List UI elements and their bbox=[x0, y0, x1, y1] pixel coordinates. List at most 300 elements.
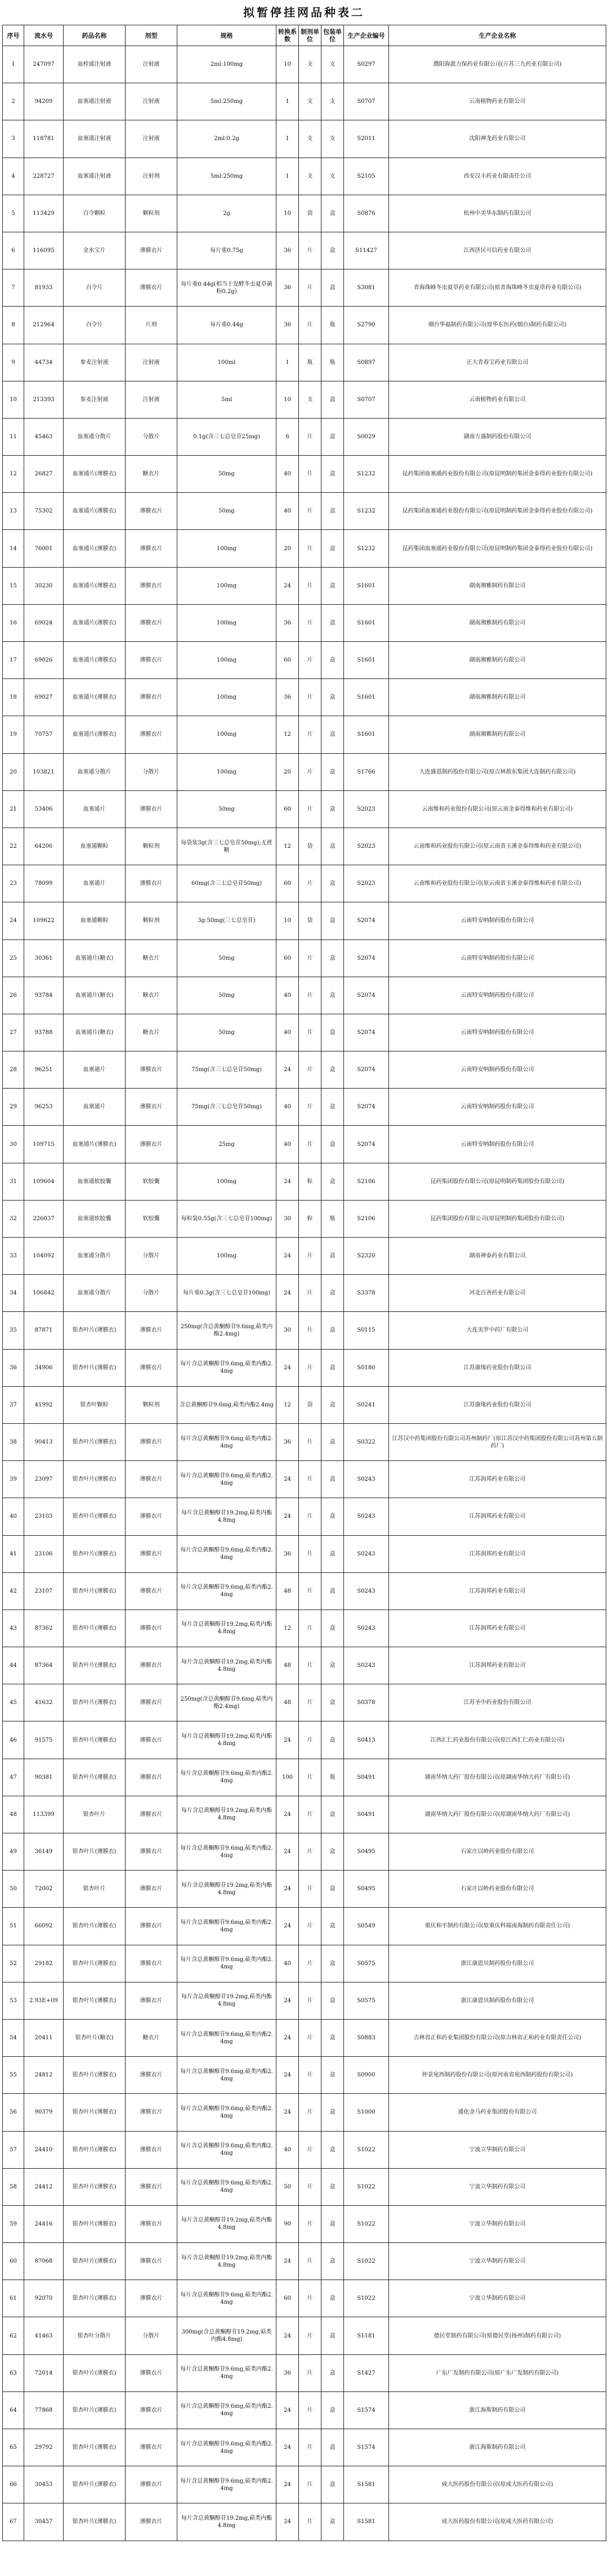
drug-name-cell: 银杏叶片(薄膜衣) bbox=[64, 1684, 126, 1721]
manufacturer-code-cell: S0883 bbox=[344, 2019, 389, 2056]
serial-number-cell: 87364 bbox=[24, 1647, 64, 1684]
conversion-factor-cell: 40 bbox=[276, 2131, 299, 2168]
dosage-form-cell: 颗粒剂 bbox=[126, 828, 177, 865]
drug-name-cell: 血塞通片 bbox=[64, 790, 126, 828]
conversion-factor-cell: 24 bbox=[276, 1721, 299, 1759]
table-row bbox=[3, 158, 606, 195]
conversion-factor-cell: 6 bbox=[276, 418, 299, 455]
dosage-form-cell: 薄膜衣片 bbox=[126, 2503, 177, 2541]
specification-cell: 5ml:250mg bbox=[177, 83, 276, 120]
manufacturer-name-cell: 云南特安呐制药股份有限公司 bbox=[389, 1089, 606, 1126]
drug-name-cell: 血塞通颗粒 bbox=[64, 828, 126, 865]
manufacturer-name-cell: 云南特安呐制药股份有限公司 bbox=[389, 1014, 606, 1051]
manufacturer-name-cell: 湖南湘雅制药有限公司 bbox=[389, 716, 606, 753]
drug-name-cell: 银杏叶片(薄膜衣) bbox=[64, 2131, 126, 2168]
dose-unit-cell: 片 bbox=[299, 1051, 321, 1089]
serial-number-cell: 64206 bbox=[24, 828, 64, 865]
specification-cell: 每片含总黄酮醇苷9.6mg,萜类内酯2.4mg bbox=[177, 2019, 276, 2056]
manufacturer-name-cell: 云南特安呐制药股份有限公司 bbox=[389, 939, 606, 977]
dosage-form-cell: 薄膜衣片 bbox=[126, 1423, 177, 1460]
specification-cell: 100mg bbox=[177, 604, 276, 641]
table-row bbox=[3, 1238, 606, 1275]
conversion-factor-cell: 24 bbox=[276, 1349, 299, 1386]
specification-cell: 每粒装0.55g(含三七总皂苷100mg) bbox=[177, 1200, 276, 1237]
drug-name-cell: 银杏叶片(薄膜衣) bbox=[64, 1461, 126, 1498]
conversion-factor-cell: 48 bbox=[276, 1572, 299, 1610]
dose-unit-cell: 粒 bbox=[299, 1200, 321, 1237]
manufacturer-code-cell: S1427 bbox=[344, 2354, 389, 2391]
dose-unit-cell: 片 bbox=[299, 2317, 321, 2354]
serial-number-cell: 20411 bbox=[24, 2019, 64, 2056]
dose-unit-cell: 支 bbox=[299, 120, 321, 158]
manufacturer-code-cell: S0549 bbox=[344, 1908, 389, 1945]
drug-name-cell: 银杏叶片(薄膜衣) bbox=[64, 1721, 126, 1759]
manufacturer-code-cell: S1581 bbox=[344, 2466, 389, 2503]
manufacturer-code-cell: S2074 bbox=[344, 902, 389, 939]
table-row bbox=[3, 1126, 606, 1163]
table-row bbox=[3, 1089, 606, 1126]
package-unit-cell: 盒 bbox=[321, 1423, 344, 1460]
row-index-cell: 29 bbox=[3, 1089, 24, 1126]
manufacturer-code-cell: S0243 bbox=[344, 1498, 389, 1535]
manufacturer-name-cell: 昆药集团血塞通药业股份有限公司(原昆明制药集团金泰得药业股份有限公司) bbox=[389, 530, 606, 567]
row-index-cell: 12 bbox=[3, 456, 24, 493]
dose-unit-cell: 片 bbox=[299, 2205, 321, 2242]
serial-number-cell: 226037 bbox=[24, 1200, 64, 1237]
serial-number-cell: 78099 bbox=[24, 865, 64, 902]
dosage-form-cell: 薄膜衣片 bbox=[126, 2354, 177, 2391]
manufacturer-name-cell: 湖南神泰药业有限公司 bbox=[389, 1238, 606, 1275]
serial-number-cell: 30457 bbox=[24, 2503, 64, 2541]
drug-name-cell: 血塞通片(薄膜衣) bbox=[64, 1126, 126, 1163]
row-index-cell: 63 bbox=[3, 2354, 24, 2391]
conversion-factor-cell: 24 bbox=[276, 1833, 299, 1871]
conversion-factor-cell: 1 bbox=[276, 158, 299, 195]
package-unit-cell: 盒 bbox=[321, 493, 344, 530]
dose-unit-cell: 片 bbox=[299, 1833, 321, 1871]
row-index-cell: 4 bbox=[3, 158, 24, 195]
package-unit-cell: 瓶 bbox=[321, 1759, 344, 1796]
manufacturer-name-cell: 宁波立华制药有限公司 bbox=[389, 2131, 606, 2168]
serial-number-cell: 90381 bbox=[24, 1759, 64, 1796]
table-row bbox=[3, 2466, 606, 2503]
header-cell: 生产企业名称 bbox=[389, 25, 606, 46]
dosage-form-cell: 薄膜衣片 bbox=[126, 530, 177, 567]
specification-cell: 25mg bbox=[177, 1126, 276, 1163]
table-row bbox=[3, 46, 606, 83]
row-index-cell: 27 bbox=[3, 1014, 24, 1051]
table-row bbox=[3, 381, 606, 418]
conversion-factor-cell: 12 bbox=[276, 828, 299, 865]
serial-number-cell: 23106 bbox=[24, 1535, 64, 1572]
dosage-form-cell: 薄膜衣片 bbox=[126, 2466, 177, 2503]
specification-cell: 100mg bbox=[177, 1163, 276, 1200]
manufacturer-name-cell: 云南植物药业有限公司 bbox=[389, 381, 606, 418]
package-unit-cell: 盒 bbox=[321, 1014, 344, 1051]
table-row bbox=[3, 2205, 606, 2242]
conversion-factor-cell: 36 bbox=[276, 679, 299, 716]
package-unit-cell: 盒 bbox=[321, 1610, 344, 1647]
row-index-cell: 46 bbox=[3, 1721, 24, 1759]
conversion-factor-cell: 40 bbox=[276, 493, 299, 530]
conversion-factor-cell: 36 bbox=[276, 1423, 299, 1460]
table-row bbox=[3, 120, 606, 158]
conversion-factor-cell: 24 bbox=[276, 2429, 299, 2466]
dose-unit-cell: 瓶 bbox=[299, 344, 321, 381]
row-index-cell: 37 bbox=[3, 1386, 24, 1423]
dosage-form-cell: 薄膜衣片 bbox=[126, 2131, 177, 2168]
dosage-form-cell: 薄膜衣片 bbox=[126, 790, 177, 828]
dosage-form-cell: 薄膜衣片 bbox=[126, 1498, 177, 1535]
table-row bbox=[3, 2168, 606, 2205]
conversion-factor-cell: 24 bbox=[276, 1498, 299, 1535]
package-unit-cell: 支 bbox=[321, 158, 344, 195]
drug-name-cell: 血塞通片 bbox=[64, 865, 126, 902]
dose-unit-cell: 片 bbox=[299, 1982, 321, 2019]
drug-name-cell: 银杏叶片(薄膜衣) bbox=[64, 2205, 126, 2242]
serial-number-cell: 23103 bbox=[24, 1498, 64, 1535]
manufacturer-code-cell: S2011 bbox=[344, 120, 389, 158]
dose-unit-cell: 片 bbox=[299, 1945, 321, 1982]
conversion-factor-cell: 24 bbox=[276, 567, 299, 604]
dose-unit-cell: 袋 bbox=[299, 195, 321, 232]
conversion-factor-cell: 24 bbox=[276, 2019, 299, 2056]
specification-cell: 60mg(含三七总皂苷50mg) bbox=[177, 865, 276, 902]
serial-number-cell: 90413 bbox=[24, 1423, 64, 1460]
dosage-form-cell: 薄膜衣片 bbox=[126, 1312, 177, 1349]
package-unit-cell: 盒 bbox=[321, 530, 344, 567]
manufacturer-code-cell: S2074 bbox=[344, 1014, 389, 1051]
dose-unit-cell: 片 bbox=[299, 1126, 321, 1163]
row-index-cell: 3 bbox=[3, 120, 24, 158]
dosage-form-cell: 薄膜衣片 bbox=[126, 1908, 177, 1945]
manufacturer-code-cell: S0491 bbox=[344, 1759, 389, 1796]
dose-unit-cell: 片 bbox=[299, 1312, 321, 1349]
drug-name-cell: 血塞通片 bbox=[64, 1051, 126, 1089]
dose-unit-cell: 片 bbox=[299, 307, 321, 344]
specification-cell: 100mg bbox=[177, 1238, 276, 1275]
drug-name-cell: 参麦注射液 bbox=[64, 344, 126, 381]
conversion-factor-cell: 60 bbox=[276, 642, 299, 679]
row-index-cell: 61 bbox=[3, 2280, 24, 2317]
dosage-form-cell: 薄膜衣片 bbox=[126, 1089, 177, 1126]
dose-unit-cell: 片 bbox=[299, 567, 321, 604]
drug-name-cell: 银杏叶分散片 bbox=[64, 2317, 126, 2354]
drug-name-cell: 银杏叶片 bbox=[64, 1871, 126, 1908]
row-index-cell: 55 bbox=[3, 2057, 24, 2094]
package-unit-cell: 盒 bbox=[321, 1833, 344, 1871]
serial-number-cell: 69026 bbox=[24, 642, 64, 679]
dosage-form-cell: 颗粒剂 bbox=[126, 902, 177, 939]
row-index-cell: 10 bbox=[3, 381, 24, 418]
conversion-factor-cell: 60 bbox=[276, 2280, 299, 2317]
conversion-factor-cell: 1 bbox=[276, 344, 299, 381]
serial-number-cell: 45463 bbox=[24, 418, 64, 455]
dose-unit-cell: 片 bbox=[299, 1498, 321, 1535]
specification-cell: 每片含总黄酮醇苷9.6mg,萜类内酯2.4mg bbox=[177, 1423, 276, 1460]
conversion-factor-cell: 1 bbox=[276, 120, 299, 158]
table-row bbox=[3, 2391, 606, 2429]
manufacturer-code-cell: S0491 bbox=[344, 1796, 389, 1833]
table-row bbox=[3, 2094, 606, 2131]
serial-number-cell: 29182 bbox=[24, 1945, 64, 1982]
dosage-form-cell: 分散片 bbox=[126, 1275, 177, 1312]
conversion-factor-cell: 40 bbox=[276, 1945, 299, 1982]
specification-cell: 每片含总黄酮醇苷9.6mg,萜类内酯2.4mg bbox=[177, 2429, 276, 2466]
header-cell: 序号 bbox=[3, 25, 24, 46]
package-unit-cell: 盒 bbox=[321, 269, 344, 307]
serial-number-cell: 72002 bbox=[24, 1871, 64, 1908]
serial-number-cell: 77868 bbox=[24, 2391, 64, 2429]
conversion-factor-cell: 60 bbox=[276, 939, 299, 977]
drug-name-cell: 血塞通片(糖衣) bbox=[64, 977, 126, 1014]
dose-unit-cell: 片 bbox=[299, 493, 321, 530]
manufacturer-name-cell: 江西济民可信药业有限公司 bbox=[389, 232, 606, 269]
drug-name-cell: 百令片 bbox=[64, 307, 126, 344]
conversion-factor-cell: 12 bbox=[276, 1386, 299, 1423]
manufacturer-code-cell: S0900 bbox=[344, 2057, 389, 2094]
specification-cell: 0.1g(含三七总皂苷25mg) bbox=[177, 418, 276, 455]
conversion-factor-cell: 24 bbox=[276, 1461, 299, 1498]
row-index-cell: 66 bbox=[3, 2466, 24, 2503]
package-unit-cell: 盒 bbox=[321, 977, 344, 1014]
drug-name-cell: 银杏叶片(薄膜衣) bbox=[64, 1572, 126, 1610]
dosage-form-cell: 颗粒剂 bbox=[126, 1386, 177, 1423]
table-row bbox=[3, 2503, 606, 2541]
dose-unit-cell: 片 bbox=[299, 1349, 321, 1386]
specification-cell: 100mg bbox=[177, 530, 276, 567]
dosage-form-cell: 薄膜衣片 bbox=[126, 2057, 177, 2094]
row-index-cell: 17 bbox=[3, 642, 24, 679]
dose-unit-cell: 支 bbox=[299, 158, 321, 195]
manufacturer-code-cell: S1022 bbox=[344, 2280, 389, 2317]
drug-name-cell: 银杏叶片(薄膜衣) bbox=[64, 1945, 126, 1982]
table-row bbox=[3, 418, 606, 455]
table-row bbox=[3, 456, 606, 493]
manufacturer-name-cell: 石家庄以岭药业股份有限公司 bbox=[389, 1871, 606, 1908]
manufacturer-name-cell: 仲景宛西制药股份有限公司(原河南省宛西制药股份有限公司) bbox=[389, 2057, 606, 2094]
manufacturer-code-cell: S1022 bbox=[344, 2168, 389, 2205]
manufacturer-code-cell: S1022 bbox=[344, 2205, 389, 2242]
row-index-cell: 13 bbox=[3, 493, 24, 530]
package-unit-cell: 盒 bbox=[321, 195, 344, 232]
specification-cell: 每片含总黄酮醇苷9.6mg,萜类内酯2.4mg bbox=[177, 1535, 276, 1572]
conversion-factor-cell: 36 bbox=[276, 604, 299, 641]
dose-unit-cell: 片 bbox=[299, 1535, 321, 1572]
dose-unit-cell: 片 bbox=[299, 2503, 321, 2541]
manufacturer-name-cell: 昆药集团血塞通药业股份有限公司(原昆明制药集团金泰得药业股份有限公司) bbox=[389, 493, 606, 530]
specification-cell: 每片重0.44g bbox=[177, 307, 276, 344]
manufacturer-name-cell: 浙江康恩贝制药股份有限公司 bbox=[389, 1982, 606, 2019]
specification-cell: 50mg bbox=[177, 939, 276, 977]
row-index-cell: 18 bbox=[3, 679, 24, 716]
package-unit-cell: 盒 bbox=[321, 1089, 344, 1126]
package-unit-cell: 盒 bbox=[321, 456, 344, 493]
dose-unit-cell: 片 bbox=[299, 2168, 321, 2205]
manufacturer-name-cell: 昆药集团血塞通药业股份有限公司(原昆明制药集团金泰得药业股份有限公司) bbox=[389, 456, 606, 493]
serial-number-cell: 109715 bbox=[24, 1126, 64, 1163]
row-index-cell: 32 bbox=[3, 1200, 24, 1237]
row-index-cell: 8 bbox=[3, 307, 24, 344]
dose-unit-cell: 片 bbox=[299, 1572, 321, 1610]
row-index-cell: 19 bbox=[3, 716, 24, 753]
manufacturer-name-cell: 河北百善药业有限公司 bbox=[389, 1275, 606, 1312]
manufacturer-name-cell: 云南维和药业股份有限公司(原云南省玉溪金泰得维和药业有限公司) bbox=[389, 865, 606, 902]
table-row bbox=[3, 642, 606, 679]
drug-name-cell: 血塞通片(薄膜衣) bbox=[64, 456, 126, 493]
manufacturer-code-cell: S3081 bbox=[344, 269, 389, 307]
specification-cell: 每片含总黄酮醇苷19.2mg,萜类内酯4.8mg bbox=[177, 1610, 276, 1647]
specification-cell: 每片含总黄酮醇苷19.2mg,萜类内酯4.8mg bbox=[177, 1871, 276, 1908]
serial-number-cell: 75302 bbox=[24, 493, 64, 530]
serial-number-cell: 24416 bbox=[24, 2205, 64, 2242]
dose-unit-cell: 片 bbox=[299, 865, 321, 902]
specification-cell: 100mg bbox=[177, 716, 276, 753]
drug-name-cell: 银杏叶片(薄膜衣) bbox=[64, 2466, 126, 2503]
dose-unit-cell: 片 bbox=[299, 269, 321, 307]
table-row bbox=[3, 1684, 606, 1721]
specification-cell: 每片含总黄酮醇苷9.6mg,萜类内酯2.4mg bbox=[177, 2391, 276, 2429]
dosage-form-cell: 薄膜衣片 bbox=[126, 1647, 177, 1684]
specification-cell: 2g bbox=[177, 195, 276, 232]
row-index-cell: 38 bbox=[3, 1423, 24, 1460]
manufacturer-code-cell: S2106 bbox=[344, 1200, 389, 1237]
manufacturer-name-cell: 云南植物药业有限公司 bbox=[389, 83, 606, 120]
manufacturer-name-cell: 西安汉丰药业有限责任公司 bbox=[389, 158, 606, 195]
conversion-factor-cell: 30 bbox=[276, 1312, 299, 1349]
package-unit-cell: 盒 bbox=[321, 1275, 344, 1312]
package-unit-cell: 盒 bbox=[321, 1721, 344, 1759]
serial-number-cell: 41463 bbox=[24, 2317, 64, 2354]
serial-number-cell: 87362 bbox=[24, 1610, 64, 1647]
conversion-factor-cell: 40 bbox=[276, 977, 299, 1014]
manufacturer-code-cell: S2023 bbox=[344, 865, 389, 902]
dosage-form-cell: 糖衣片 bbox=[126, 939, 177, 977]
serial-number-cell: 228727 bbox=[24, 158, 64, 195]
manufacturer-name-cell: 江苏润邦药业有限公司 bbox=[389, 1461, 606, 1498]
serial-number-cell: 30230 bbox=[24, 567, 64, 604]
specification-cell: 50mg bbox=[177, 456, 276, 493]
dose-unit-cell: 片 bbox=[299, 2019, 321, 2056]
dose-unit-cell: 片 bbox=[299, 1014, 321, 1051]
package-unit-cell: 盒 bbox=[321, 642, 344, 679]
manufacturer-code-cell: S1601 bbox=[344, 716, 389, 753]
manufacturer-code-cell: S0297 bbox=[344, 46, 389, 83]
table-row bbox=[3, 83, 606, 120]
specification-cell: 含总黄酮醇苷9.6mg,萜类内酯2.4mg bbox=[177, 1386, 276, 1423]
row-index-cell: 47 bbox=[3, 1759, 24, 1796]
manufacturer-code-cell: S1574 bbox=[344, 2429, 389, 2466]
dose-unit-cell: 片 bbox=[299, 1647, 321, 1684]
conversion-factor-cell: 36 bbox=[276, 269, 299, 307]
specification-cell: 每片含总黄酮醇苷9.6mg,萜类内酯2.4mg bbox=[177, 1908, 276, 1945]
serial-number-cell: 91575 bbox=[24, 1721, 64, 1759]
manufacturer-name-cell: 宁波立华制药有限公司 bbox=[389, 2168, 606, 2205]
manufacturer-code-cell: S0241 bbox=[344, 1386, 389, 1423]
manufacturer-code-cell: S0029 bbox=[344, 418, 389, 455]
specification-cell: 每片含总黄酮醇苷19.2mg,萜类内酯4.8mg bbox=[177, 1498, 276, 1535]
serial-number-cell: 30361 bbox=[24, 939, 64, 977]
table-row bbox=[3, 1163, 606, 1200]
package-unit-cell: 盒 bbox=[321, 1461, 344, 1498]
specification-cell: 250mg(含总黄酮醇苷9.6mg,萜类内酯2.4mg) bbox=[177, 1684, 276, 1721]
manufacturer-code-cell: S0243 bbox=[344, 1461, 389, 1498]
specification-cell: 每片含总黄酮醇苷9.6mg,萜类内酯2.4mg bbox=[177, 2094, 276, 2131]
serial-number-cell: 87068 bbox=[24, 2243, 64, 2280]
dosage-form-cell: 糖衣片 bbox=[126, 1014, 177, 1051]
conversion-factor-cell: 20 bbox=[276, 753, 299, 790]
dose-unit-cell: 支 bbox=[299, 46, 321, 83]
specification-cell: 每片含总黄酮醇苷9.6mg,萜类内酯2.4mg bbox=[177, 2131, 276, 2168]
conversion-factor-cell: 40 bbox=[276, 1126, 299, 1163]
drug-name-cell: 银杏叶片(薄膜衣) bbox=[64, 2094, 126, 2131]
table-row bbox=[3, 865, 606, 902]
header-cell: 剂型 bbox=[126, 25, 177, 46]
row-index-cell: 25 bbox=[3, 939, 24, 977]
specification-cell: 每片含总黄酮醇苷9.6mg,萜类内酯2.4mg bbox=[177, 2354, 276, 2391]
dosage-form-cell: 片剂 bbox=[126, 307, 177, 344]
serial-number-cell: 96251 bbox=[24, 1051, 64, 1089]
dose-unit-cell: 支 bbox=[299, 83, 321, 120]
dose-unit-cell: 粒 bbox=[299, 1163, 321, 1200]
specification-cell: 300mg(含总黄酮醇苷19.2mg,萜类内酯4.8mg) bbox=[177, 2317, 276, 2354]
table-row bbox=[3, 2057, 606, 2094]
serial-number-cell: 94209 bbox=[24, 83, 64, 120]
row-index-cell: 62 bbox=[3, 2317, 24, 2354]
package-unit-cell: 盒 bbox=[321, 902, 344, 939]
package-unit-cell: 盒 bbox=[321, 2131, 344, 2168]
manufacturer-name-cell: 浙江康恩贝制药股份有限公司 bbox=[389, 1945, 606, 1982]
conversion-factor-cell: 48 bbox=[276, 1684, 299, 1721]
package-unit-cell: 盒 bbox=[321, 1572, 344, 1610]
dosage-form-cell: 注射液 bbox=[126, 46, 177, 83]
row-index-cell: 41 bbox=[3, 1535, 24, 1572]
dosage-form-cell: 薄膜衣片 bbox=[126, 1684, 177, 1721]
manufacturer-code-cell: S2023 bbox=[344, 828, 389, 865]
serial-number-cell: 29792 bbox=[24, 2429, 64, 2466]
table-row bbox=[3, 1982, 606, 2019]
manufacturer-code-cell: S0575 bbox=[344, 1982, 389, 2019]
manufacturer-code-cell: S0243 bbox=[344, 1572, 389, 1610]
specification-cell: 每片含总黄酮醇苷19.2mg,萜类内酯4.8mg bbox=[177, 2243, 276, 2280]
specification-cell: 每片含总黄酮醇苷9.6mg,萜类内酯2.4mg bbox=[177, 1833, 276, 1871]
dosage-form-cell: 薄膜衣片 bbox=[126, 2205, 177, 2242]
dosage-form-cell: 软胶囊 bbox=[126, 1200, 177, 1237]
manufacturer-name-cell: 湖南湘雅制药有限公司 bbox=[389, 604, 606, 641]
conversion-factor-cell: 10 bbox=[276, 902, 299, 939]
drug-name-cell: 银杏叶片(薄膜衣) bbox=[64, 1535, 126, 1572]
dosage-form-cell: 薄膜衣片 bbox=[126, 1721, 177, 1759]
manufacturer-code-cell: S0575 bbox=[344, 1945, 389, 1982]
package-unit-cell: 盒 bbox=[321, 2094, 344, 2131]
drug-name-cell: 银杏叶片(薄膜衣) bbox=[64, 2391, 126, 2429]
row-index-cell: 67 bbox=[3, 2503, 24, 2541]
table-row bbox=[3, 2131, 606, 2168]
row-index-cell: 53 bbox=[3, 1982, 24, 2019]
dosage-form-cell: 分散片 bbox=[126, 2317, 177, 2354]
specification-cell: 每片含总黄酮醇苷19.2mg,萜类内酯4.8mg bbox=[177, 1982, 276, 2019]
manufacturer-code-cell: S1232 bbox=[344, 456, 389, 493]
package-unit-cell: 盒 bbox=[321, 753, 344, 790]
manufacturer-code-cell: S0322 bbox=[344, 1423, 389, 1460]
row-index-cell: 60 bbox=[3, 2243, 24, 2280]
table-row bbox=[3, 2317, 606, 2354]
manufacturer-name-cell: 湖南湘雅制药有限公司 bbox=[389, 679, 606, 716]
manufacturer-code-cell: S0897 bbox=[344, 344, 389, 381]
package-unit-cell: 盒 bbox=[321, 381, 344, 418]
specification-cell: 50mg bbox=[177, 1014, 276, 1051]
specification-cell: 2ml:100mg bbox=[177, 46, 276, 83]
